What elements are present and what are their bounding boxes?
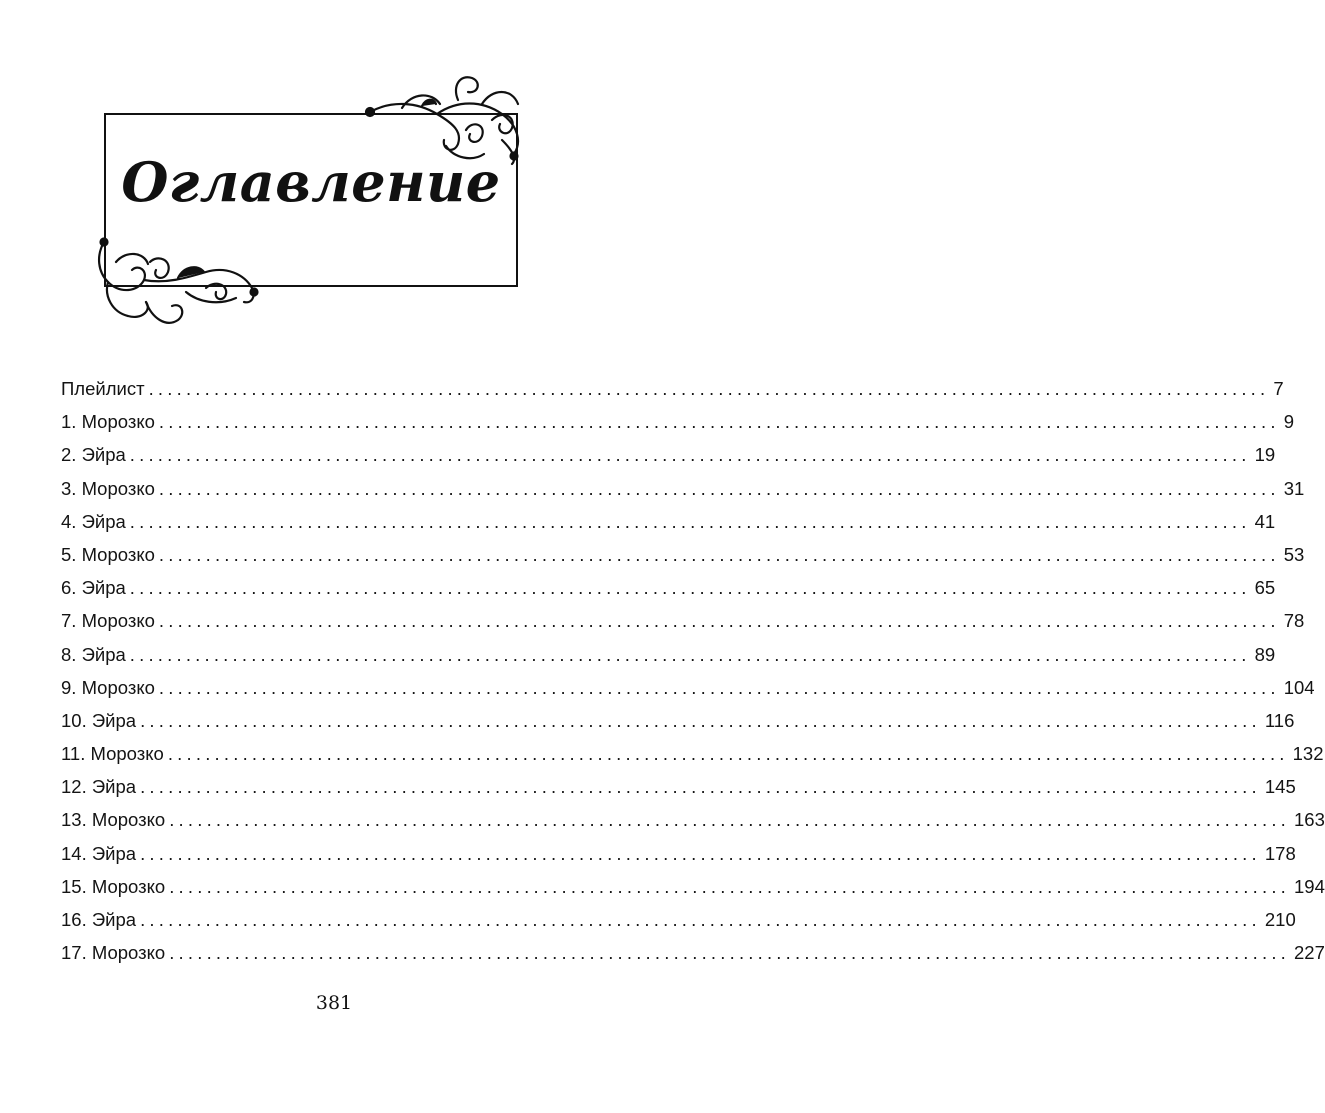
toc-dot-leader: ........................................................................................................................: [140, 909, 1261, 930]
toc-entry-page: 132: [1292, 743, 1324, 765]
toc-entry-label: 8. Эйра: [61, 643, 126, 665]
toc-entry-page: 104: [1283, 676, 1315, 698]
toc-dot-leader: ........................................................................................................................: [169, 942, 1291, 964]
toc-entry-label: 15. Морозко: [61, 875, 166, 897]
toc-dot-leader: ........................................................................................................................: [169, 875, 1291, 897]
toc-dot-leader: ........................................................................................................................: [158, 610, 1280, 632]
toc-entry-page: 41: [1254, 510, 1276, 532]
toc-entry: [61, 405, 1295, 438]
toc-dot-leader: ........................................................................................................................: [129, 643, 1251, 665]
table-of-contents: [61, 372, 1325, 969]
toc-entry-label: 1. Морозко: [61, 411, 155, 433]
toc-dot-leader: ........................................................................................................................: [140, 776, 1261, 798]
toc-entry: [61, 903, 1296, 936]
toc-entry-page: 89: [1254, 643, 1276, 665]
toc-entry-label: 17. Морозко: [61, 942, 166, 964]
page-title: Оглавление: [121, 150, 501, 214]
toc-entry-page: 7: [1273, 378, 1284, 399]
toc-dot-leader: ........................................................................................................................: [158, 477, 1280, 499]
toc-entry: [61, 837, 1296, 870]
toc-entry: [61, 372, 1284, 405]
toc-entry-page: 19: [1254, 444, 1276, 466]
toc-entry-page: 116: [1264, 709, 1295, 731]
toc-entry: [61, 671, 1315, 704]
toc-entry-page: 53: [1283, 543, 1305, 565]
toc-entry-page: 31: [1283, 477, 1305, 499]
toc-entry-page: 78: [1283, 610, 1305, 632]
toc-entry: [61, 770, 1296, 803]
toc-entry-label: 3. Морозко: [61, 477, 155, 499]
toc-entry: [61, 936, 1325, 969]
toc-dot-leader: ........................................................................................................................: [129, 444, 1251, 466]
toc-entry: [61, 538, 1305, 571]
toc-entry-page: 194: [1294, 875, 1325, 897]
toc-entry: [61, 438, 1276, 471]
toc-dot-leader: ........................................................................................................................: [129, 577, 1251, 599]
toc-entry-label: 6. Эйра: [61, 577, 126, 599]
toc-dot-leader: ........................................................................................................................: [158, 676, 1280, 698]
toc-entry-label: 2. Эйра: [61, 444, 126, 466]
toc-entry-page: 65: [1254, 577, 1276, 599]
toc-entry-page: 145: [1264, 776, 1296, 798]
toc-dot-leader: ........................................................................................................................: [158, 411, 1280, 433]
toc-entry-label: 13. Морозко: [61, 809, 166, 831]
toc-entry-page: 227: [1294, 942, 1325, 964]
toc-entry-label: Плейлист: [61, 378, 145, 399]
toc-entry: [61, 803, 1325, 836]
toc-entry-label: 12. Эйра: [61, 776, 137, 798]
toc-entry: [61, 472, 1305, 505]
toc-entry-label: 9. Морозко: [61, 676, 155, 698]
toc-entry-page: 163: [1294, 809, 1325, 831]
toc-dot-leader: ........................................................................................................................: [129, 510, 1251, 532]
page-number: 381: [315, 992, 353, 1014]
toc-entry-label: 16. Эйра: [61, 909, 137, 930]
toc-entry: [61, 737, 1324, 770]
toc-entry-page: 210: [1264, 909, 1296, 930]
toc-dot-leader: ........................................................................................................................: [158, 543, 1280, 565]
toc-entry: [61, 870, 1325, 903]
toc-dot-leader: ........................................................................................................................: [140, 842, 1261, 864]
toc-entry: [61, 704, 1295, 737]
toc-entry: [61, 571, 1276, 604]
toc-entry: [61, 505, 1276, 538]
toc-dot-leader: ........................................................................................................................: [169, 809, 1291, 831]
toc-dot-leader: ........................................................................................................................: [167, 743, 1289, 765]
toc-entry: [61, 604, 1305, 637]
toc-dot-leader: ........................................................................................................................: [140, 709, 1261, 731]
toc-entry: [61, 638, 1276, 671]
toc-entry-label: 10. Эйра: [61, 709, 137, 731]
flourish-ornament-bottom-left: [86, 232, 262, 334]
toc-entry-label: 5. Морозко: [61, 543, 155, 565]
toc-dot-leader: ........................................................................................................................: [148, 378, 1270, 399]
toc-entry-page: 178: [1264, 842, 1296, 864]
toc-entry-label: 7. Морозко: [61, 610, 155, 632]
toc-entry-page: 9: [1283, 411, 1295, 433]
toc-entry-label: 14. Эйра: [61, 842, 137, 864]
toc-entry-label: 11. Морозко: [61, 743, 164, 765]
toc-entry-label: 4. Эйра: [61, 510, 126, 532]
